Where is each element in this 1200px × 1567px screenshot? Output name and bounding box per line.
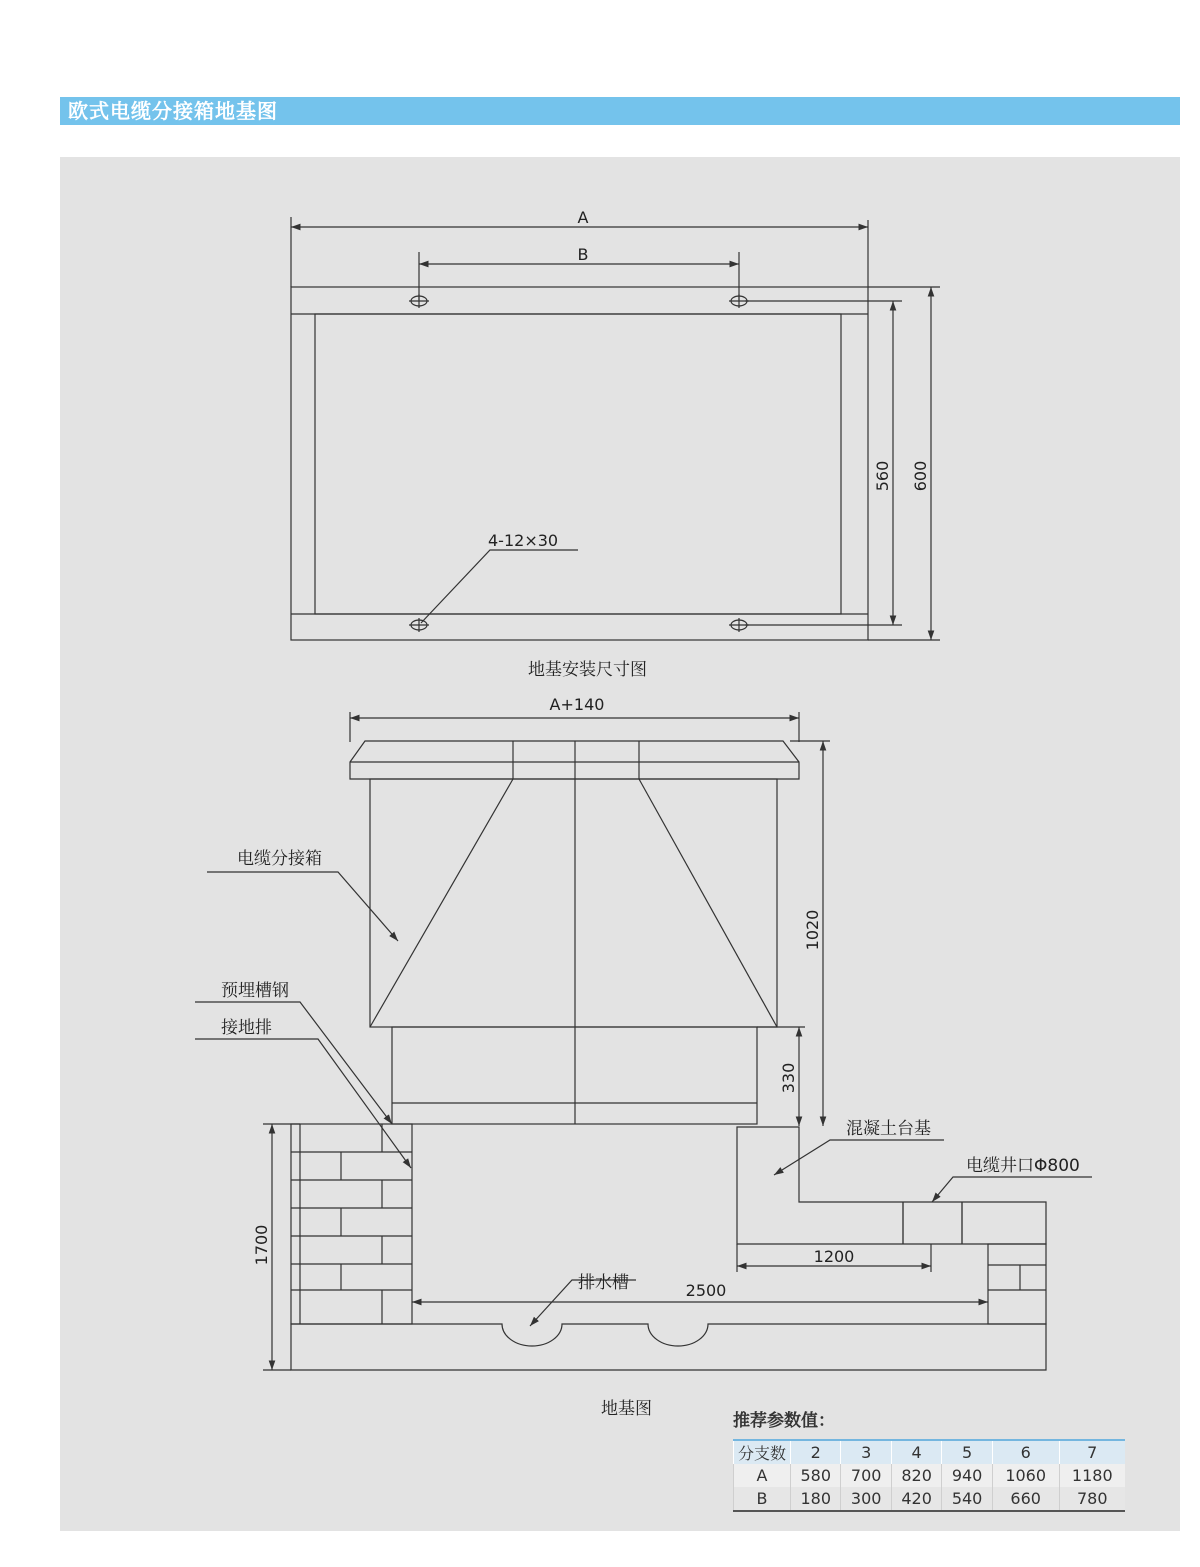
concrete-base xyxy=(737,1127,1046,1244)
label-ground-bar: 接地排 xyxy=(221,1018,272,1038)
params-title: 推荐参数值： xyxy=(733,1411,835,1431)
brick-wall-left xyxy=(291,1124,412,1324)
plan-view xyxy=(291,217,940,640)
table-cell: 660 xyxy=(992,1487,1059,1511)
dim-2500-label: 2500 xyxy=(685,1281,727,1300)
label-cable-box: 电缆分接箱 xyxy=(237,849,322,869)
table-cell: A xyxy=(734,1464,791,1487)
table-row xyxy=(734,1464,1126,1487)
table-cell: 580 xyxy=(791,1464,841,1487)
dim-330-label: 330 xyxy=(779,1062,798,1094)
dim-b-label: B xyxy=(577,245,589,264)
table-cell: 700 xyxy=(841,1464,891,1487)
table-cell: 1060 xyxy=(992,1464,1059,1487)
table-header-row xyxy=(734,1440,1126,1464)
table-cell: B xyxy=(734,1487,791,1511)
dim-1700-label: 1700 xyxy=(252,1224,271,1266)
dim-top-label: A+140 xyxy=(549,695,605,714)
foundation-caption: 地基图 xyxy=(601,1399,652,1419)
table-cell: 300 xyxy=(841,1487,891,1511)
params-table xyxy=(733,1439,1125,1512)
base-slab xyxy=(291,1324,1046,1370)
mounting-hole xyxy=(409,618,429,632)
table-cell: 1180 xyxy=(1059,1464,1125,1487)
plan-caption: 地基安装尺寸图 xyxy=(528,660,647,680)
dim-a-label: A xyxy=(577,208,589,227)
table-cell: 6 xyxy=(992,1440,1059,1464)
label-concrete-base: 混凝土台基 xyxy=(846,1119,931,1139)
table-cell: 820 xyxy=(891,1464,941,1487)
cabinet xyxy=(350,741,799,1124)
table-cell: 940 xyxy=(942,1464,992,1487)
label-drain: 排水槽 xyxy=(578,1273,629,1293)
table-cell: 3 xyxy=(841,1440,891,1464)
table-cell: 4 xyxy=(891,1440,941,1464)
table-cell: 2 xyxy=(791,1440,841,1464)
table-cell: 180 xyxy=(791,1487,841,1511)
dim-1200-label: 1200 xyxy=(813,1247,855,1266)
section-title: 欧式电缆分接箱地基图 xyxy=(68,99,278,123)
table-cell: 7 xyxy=(1059,1440,1125,1464)
table-cell: 780 xyxy=(1059,1487,1125,1511)
label-cable-well: 电缆井口Φ800 xyxy=(966,1156,1080,1176)
table-cell: 540 xyxy=(942,1487,992,1511)
dim-1020-label: 1020 xyxy=(803,909,822,951)
table-cell: 420 xyxy=(891,1487,941,1511)
dim-600-label: 600 xyxy=(911,460,930,492)
holes-label: 4-12×30 xyxy=(488,531,559,550)
brick-wall-right xyxy=(988,1244,1046,1324)
table-cell: 5 xyxy=(942,1440,992,1464)
table-cell: 分支数 xyxy=(734,1440,791,1464)
dim-560-label: 560 xyxy=(873,460,892,492)
table-row xyxy=(734,1487,1126,1511)
mounting-hole xyxy=(409,294,429,308)
label-channel-steel: 预埋槽钢 xyxy=(221,981,289,1001)
